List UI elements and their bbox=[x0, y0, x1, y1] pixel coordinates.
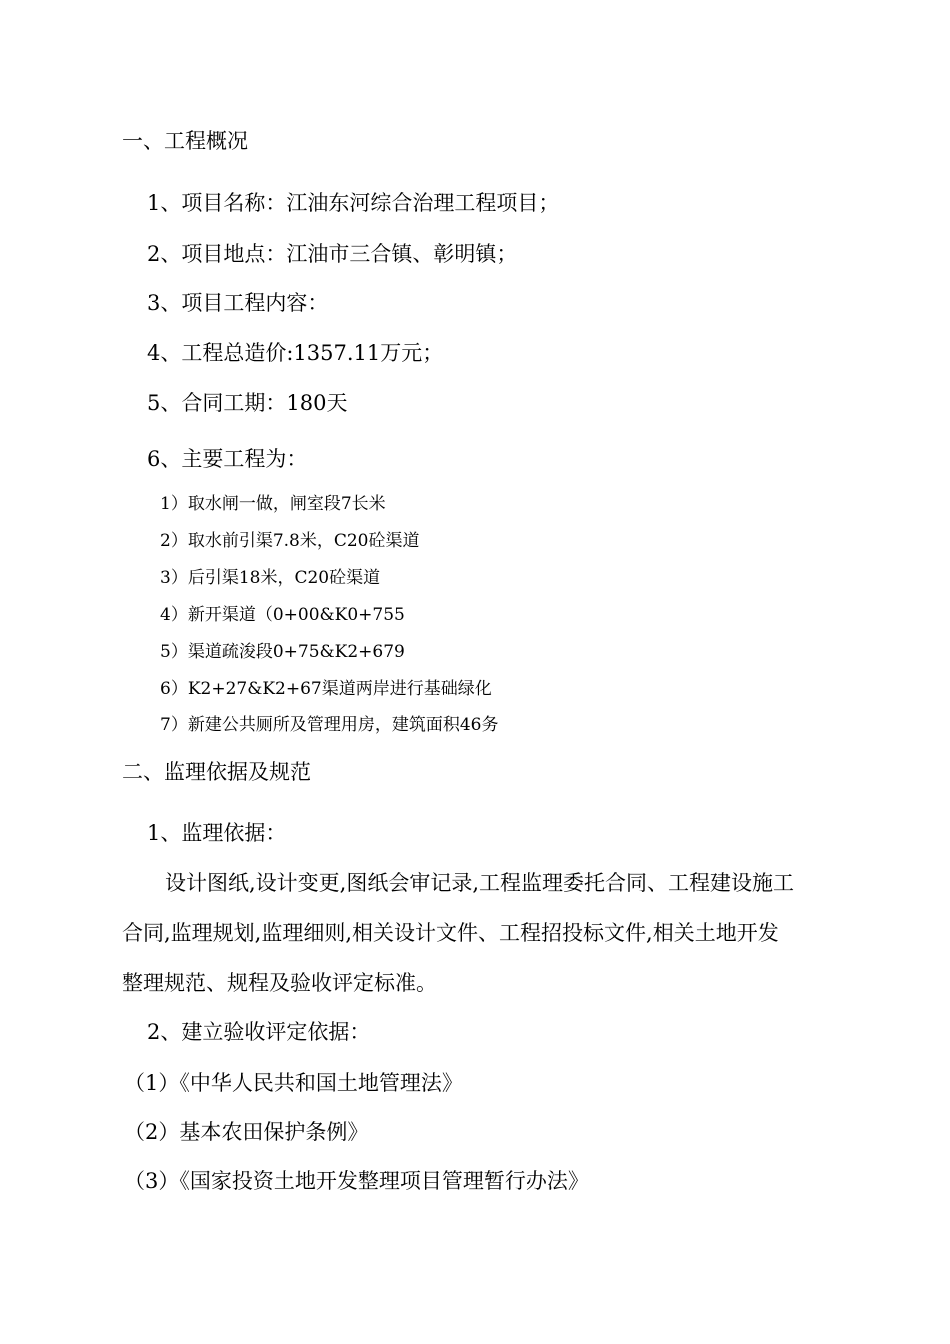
main-works-heading: 6、主要工程为： bbox=[147, 447, 308, 471]
reference-item: （3）《国家投资土地开发整理项目管理暂行办法》 bbox=[124, 1169, 589, 1193]
work-item: 1）取水闸一做，闸室段7长米 bbox=[160, 494, 386, 514]
work-item: 6）K2+27&K2+67渠道两岸进行基础绿化 bbox=[160, 679, 492, 699]
basis-paragraph-line: 合同,监理规划,监理细则,相关设计文件、工程招投标文件,相关土地开发 bbox=[122, 921, 779, 945]
work-item: 2）取水前引渠7.8米，C20砼渠道 bbox=[160, 531, 420, 551]
supervision-basis-heading: 1、监理依据： bbox=[147, 821, 287, 845]
basis-paragraph-line: 整理规范、规程及验收评定标准。 bbox=[122, 971, 437, 995]
section-1-heading: 一、工程概况 bbox=[122, 129, 248, 153]
project-location: 2、项目地点：江油市三合镇、彰明镇； bbox=[147, 242, 518, 266]
work-item: 4）新开渠道（0+00&K0+755 bbox=[160, 605, 405, 625]
total-cost: 4、工程总造价:1357.11万元； bbox=[147, 341, 444, 365]
reference-item: （1）《中华人民共和国土地管理法》 bbox=[124, 1071, 463, 1095]
work-item: 3）后引渠18米，C20砼渠道 bbox=[160, 568, 381, 588]
reference-item: （2）基本农田保护条例》 bbox=[124, 1120, 369, 1144]
project-content: 3、项目工程内容： bbox=[147, 291, 329, 315]
section-2-heading: 二、监理依据及规范 bbox=[122, 760, 311, 784]
acceptance-basis-heading: 2、建立验收评定依据： bbox=[147, 1020, 371, 1044]
project-name: 1、项目名称：江油东河综合治理工程项目； bbox=[147, 191, 560, 215]
contract-period: 5、合同工期：180天 bbox=[147, 391, 348, 415]
work-item: 5）渠道疏浚段0+75&K2+679 bbox=[160, 642, 405, 662]
work-item: 7）新建公共厕所及管理用房，建筑面积46务 bbox=[160, 715, 499, 735]
basis-paragraph-line: 设计图纸,设计变更,图纸会审记录,工程监理委托合同、工程建设施工 bbox=[165, 871, 795, 895]
